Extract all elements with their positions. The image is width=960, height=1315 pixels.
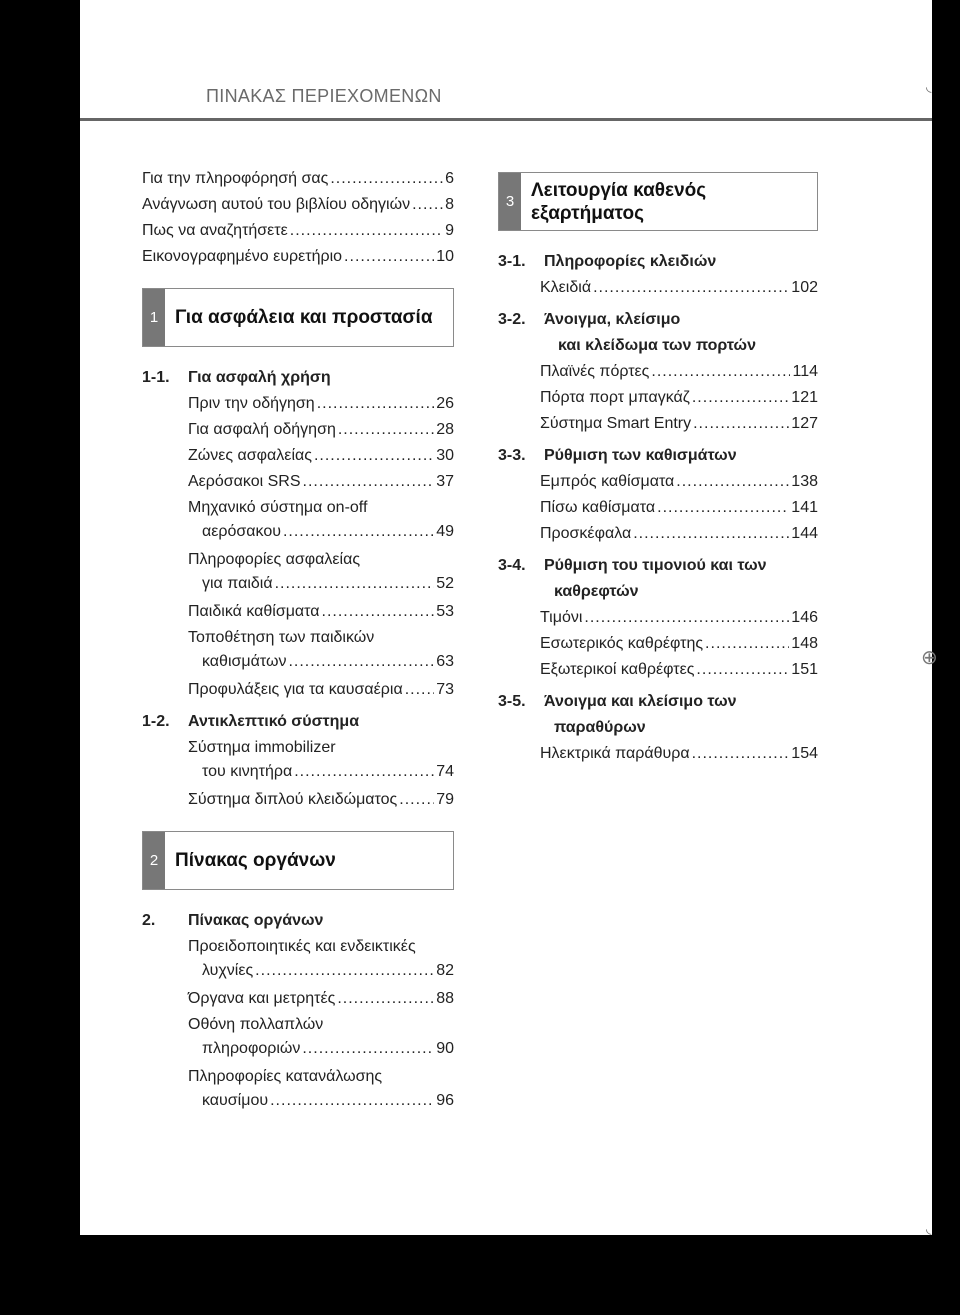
- toc-entry[interactable]: Ηλεκτρικά παράθυρα ..... 154: [540, 741, 818, 767]
- toc-right-column: [498, 172, 818, 767]
- toc-entry[interactable]: Πόρτα πορτ μπαγκάζ ..... 121: [540, 385, 818, 411]
- toc-entry[interactable]: Αερόσακοι SRS ..... 37: [188, 469, 454, 495]
- chapter-title: Για ασφάλεια και προστασία: [175, 307, 433, 328]
- chapter-tab-2[interactable]: [142, 831, 454, 890]
- toc-entry[interactable]: Πληροφορίες ασφαλείας για παιδιά ..... 52: [188, 547, 454, 597]
- toc-entry[interactable]: Πως να αναζητήσετε ..... 9: [142, 218, 454, 244]
- crop-mark-icon: ◟: [926, 1220, 932, 1236]
- section-items: [540, 469, 818, 547]
- toc-entry[interactable]: Πληροφορίες κατανάλωσης καυσίμου ..... 96: [188, 1064, 454, 1114]
- toc-entry[interactable]: Παιδικά καθίσματα ..... 53: [188, 599, 454, 625]
- section-heading: 1-1. Για ασφαλή χρήση: [142, 369, 331, 386]
- intro-list: [142, 166, 454, 270]
- section-heading: 1-2. Αντικλεπτικό σύστημα: [142, 713, 360, 730]
- registration-mark-icon: ⊕: [921, 647, 938, 669]
- section-items: [188, 934, 454, 1114]
- page-title: ΠΙΝΑΚΑΣ ΠΕΡΙΕΧΟΜΕΝΩΝ: [206, 86, 442, 106]
- toc-entry[interactable]: Προφυλάξεις για τα καυσαέρια ..... 73: [188, 677, 454, 703]
- toc-entry[interactable]: Ζώνες ασφαλείας ..... 30: [188, 443, 454, 469]
- toc-entry[interactable]: Οθόνη πολλαπλών πληροφοριών ..... 90: [188, 1012, 454, 1062]
- chapter-number: 1: [143, 289, 165, 346]
- toc-entry[interactable]: Ανάγνωση αυτού του βιβλίου οδηγιών ..... 8: [142, 192, 454, 218]
- toc-entry[interactable]: Σύστημα διπλού κλειδώματος ..... 79: [188, 787, 454, 813]
- toc-entry[interactable]: Σύστημα immobilizer του κινητήρα ..... 74: [188, 735, 454, 785]
- section-items: [540, 605, 818, 683]
- toc-entry[interactable]: Πλαϊνές πόρτες ..... 114: [540, 359, 818, 385]
- toc-entry[interactable]: Τοποθέτηση των παιδικών καθισμάτων ..... 63: [188, 625, 454, 675]
- toc-left-column: [142, 166, 454, 1116]
- toc-entry[interactable]: Για την πληροφόρησή σας ..... 6: [142, 166, 454, 192]
- toc-entry[interactable]: Εξωτερικοί καθρέφτες ..... 151: [540, 657, 818, 683]
- toc-entry[interactable]: Πίσω καθίσματα ..... 141: [540, 495, 818, 521]
- chapter-tab-1[interactable]: [142, 288, 454, 347]
- section-heading: 3-1. Πληροφορίες κλειδιών: [498, 253, 717, 270]
- section-items: [540, 275, 818, 301]
- toc-entry[interactable]: Εικονογραφημένο ευρετήριο ..... 10: [142, 244, 454, 270]
- toc-entry[interactable]: Προειδοποιητικές και ενδεικτικές λυχνίες ..... 82: [188, 934, 454, 984]
- toc-entry[interactable]: Εμπρός καθίσματα ..... 138: [540, 469, 818, 495]
- toc-entry[interactable]: Για ασφαλή οδήγηση ..... 28: [188, 417, 454, 443]
- chapter-title: Λειτουργία καθενός εξαρτήματος: [531, 179, 707, 224]
- section-heading: 3-2. Άνοιγμα, κλείσιμο και κλείδωμα των πορτών: [498, 311, 756, 354]
- toc-entry[interactable]: Εσωτερικός καθρέφτης ..... 148: [540, 631, 818, 657]
- toc-entry[interactable]: Μηχανικό σύστημα on-off αερόσακου ..... 49: [188, 495, 454, 545]
- chapter-tab-3[interactable]: [498, 172, 818, 231]
- section-heading: 3-5. Άνοιγμα και κλείσιμο των παραθύρων: [498, 693, 737, 736]
- toc-entry[interactable]: Πριν την οδήγηση ..... 26: [188, 391, 454, 417]
- chapter-number: 2: [143, 832, 165, 889]
- toc-entry[interactable]: Τιμόνι ..... 146: [540, 605, 818, 631]
- header-divider: [80, 118, 932, 121]
- toc-entry[interactable]: Σύστημα Smart Entry ..... 127: [540, 411, 818, 437]
- section-heading: 2. Πίνακας οργάνων: [142, 912, 324, 929]
- section-items: [188, 735, 454, 813]
- toc-entry[interactable]: Όργανα και μετρητές ..... 88: [188, 986, 454, 1012]
- toc-entry[interactable]: Προσκέφαλα ..... 144: [540, 521, 818, 547]
- page-edge-bar: [932, 0, 940, 1235]
- chapter-title: Πίνακας οργάνων: [175, 850, 336, 871]
- crop-mark-icon: ◟: [926, 78, 932, 94]
- section-heading: 3-4. Ρύθμιση του τιμονιού και των καθρεφτών: [498, 557, 767, 600]
- section-heading: 3-3. Ρύθμιση των καθισμάτων: [498, 447, 737, 464]
- chapter-number: 3: [499, 173, 521, 230]
- toc-entry[interactable]: Κλειδιά ..... 102: [540, 275, 818, 301]
- section-items: [188, 391, 454, 703]
- section-items: [540, 741, 818, 767]
- section-items: [540, 359, 818, 437]
